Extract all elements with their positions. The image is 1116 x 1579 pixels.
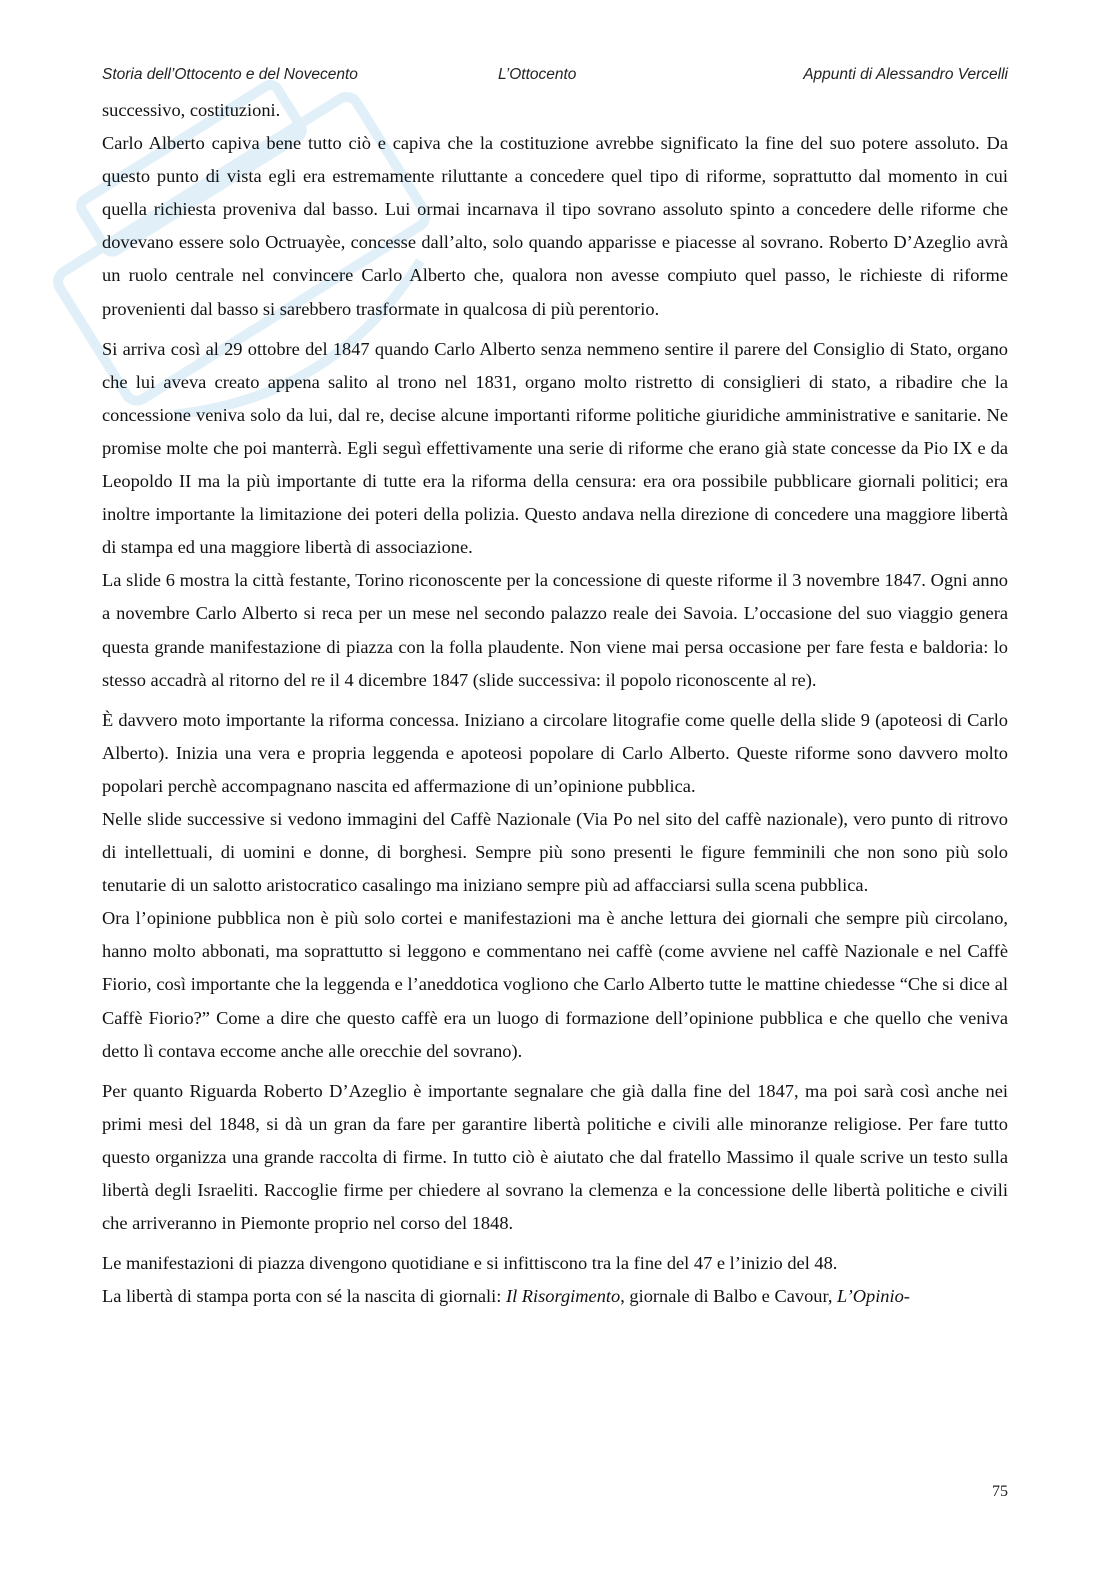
paragraph: successivo, costituzioni.: [102, 100, 281, 120]
paragraph: Ora l’opinione pubblica non è più solo cortei e manifestazioni ma è anche lettura dei giornali che sempre più circolano, hanno molto abbonati, ma soprattutto si leggono e commentano nei caffè (come avviene nel caffè Nazionale e nel Caffè Fiorio, così importante che la leggenda e l’aneddotica vogliono che Carlo Alberto tutte le mattine chiedesse “Che si dice al Caffè Fiorio?” Come a dire che questo caffè era un luogo di formazione dell’opinione pubblica e che quello che veniva detto lì contava eccome anche alle orecchie del sovrano).: [102, 908, 1008, 1061]
paragraph-text: La libertà di stampa porta con sé la nascita di giornali:: [102, 1286, 506, 1307]
page-header: [102, 66, 1008, 88]
paragraph-last: [102, 1280, 1008, 1313]
paragraph: Si arriva così al 29 ottobre del 1847 quando Carlo Alberto senza nemmeno sentire il parere del Consiglio di Stato, organo che lui aveva creato appena salito al trono nel 1831, organo molto ristretto di consiglieri di stato, a ribadire che la concessione veniva solo da lui, dal re, decise alcune importanti riforme politiche giuridiche amministrative e sanitarie. Ne promise molte che poi manterrà. Egli seguì effettivamente una serie di riforme che erano già state concesse da Pio IX e da Leopoldo II ma la più importante di tutte era la riforma della censura: era ora possibile pubblicare giornali politici; era inoltre importante la limitazione dei poteri della polizia. Questo andava nella direzione di concedere una maggiore libertà di stampa ed una maggiore libertà di associazione.: [102, 338, 1008, 558]
header-course-title: Storia dell’Ottocento e del Novecento: [102, 66, 358, 83]
document-body: [102, 94, 1008, 1313]
paragraph: Le manifestazioni di piazza divengono quotidiane e si infittiscono tra la fine del 47 e l’inizio del 48.: [102, 1253, 838, 1274]
paragraph: È davvero moto importante la riforma concessa. Iniziano a circolare litografie come quelle della slide 9 (apoteosi di Carlo Alberto). Inizia una vera e propria leggenda e apoteosi popolare di Carlo Alberto. Queste riforme sono davvero molto popolari perchè accompagnano nascita ed affermazione di un’opinione pubblica.: [102, 709, 1008, 796]
page-number: 75: [992, 1483, 1008, 1500]
paragraph: La slide 6 mostra la città festante, Torino riconoscente per la concessione di queste riforme il 3 novembre 1847. Ogni anno a novembre Carlo Alberto si reca per un mese nel secondo palazzo reale dei Savoia. L’occasione del suo viaggio genera questa grande manifestazione di piazza con la folla plaudente. Non viene mai persa occasione per fare festa e baldoria: lo stesso accadrà al ritorno del re il 4 dicembre 1847 (slide successiva: il popolo riconoscente al re).: [102, 570, 1008, 690]
paragraph: Carlo Alberto capiva bene tutto ciò e capiva che la costituzione avrebbe significato la fine del suo potere assoluto. Da questo punto di vista egli era estremamente riluttante a concedere quel tipo di riforme, soprattutto dal momento in cui quella richiesta proveniva dal basso. Lui ormai incarnava il tipo sovrano assoluto spinto a concedere delle riforme che dovevano essere solo Octruayèe, concesse dall’alto, solo quando apparisse e piacesse al sovrano. Roberto D’Azeglio avrà un ruolo centrale nel convincere Carlo Alberto che, qualora non avesse compiuto quel passo, le richieste di riforme provenienti dal basso si sarebbero trasformate in qualcosa di più perentorio.: [102, 133, 1008, 319]
paragraph: Nelle slide successive si vedono immagini del Caffè Nazionale (Via Po nel sito del caffè nazionale), vero punto di ritrovo di intellettuali, di uomini e donne, di borghesi. Sempre più sono presenti le figure femminili che non sono più solo tenutarie di un salotto aristocratico casalingo ma iniziano sempre più ad affacciarsi sulla scena pubblica.: [102, 808, 1008, 896]
newspaper-title: L’Opinio-: [837, 1286, 910, 1307]
paragraph-text: , giornale di Balbo e Cavour,: [620, 1286, 838, 1307]
paragraph: Per quanto Riguarda Roberto D’Azeglio è importante segnalare che già dalla fine del 1847, ma poi sarà così anche nei primi mesi del 1848, si dà un gran da fare per garantire libertà politiche e civili alle minoranze religiose. Per fare tutto questo organizza una grande raccolta di firme. In tutto ciò è aiutato che dal fratello Massimo il quale scrive un testo sulla libertà degli Israeliti. Raccoglie firme per chiedere al sovrano la clemenza e la concessione delle libertà politiche e civili che arriveranno in Piemonte proprio nel corso del 1848.: [102, 1080, 1008, 1234]
header-author: Appunti di Alessandro Vercelli: [803, 66, 1008, 83]
header-chapter-title: L’Ottocento: [498, 66, 577, 83]
newspaper-title: Il Risorgimento: [505, 1286, 621, 1307]
